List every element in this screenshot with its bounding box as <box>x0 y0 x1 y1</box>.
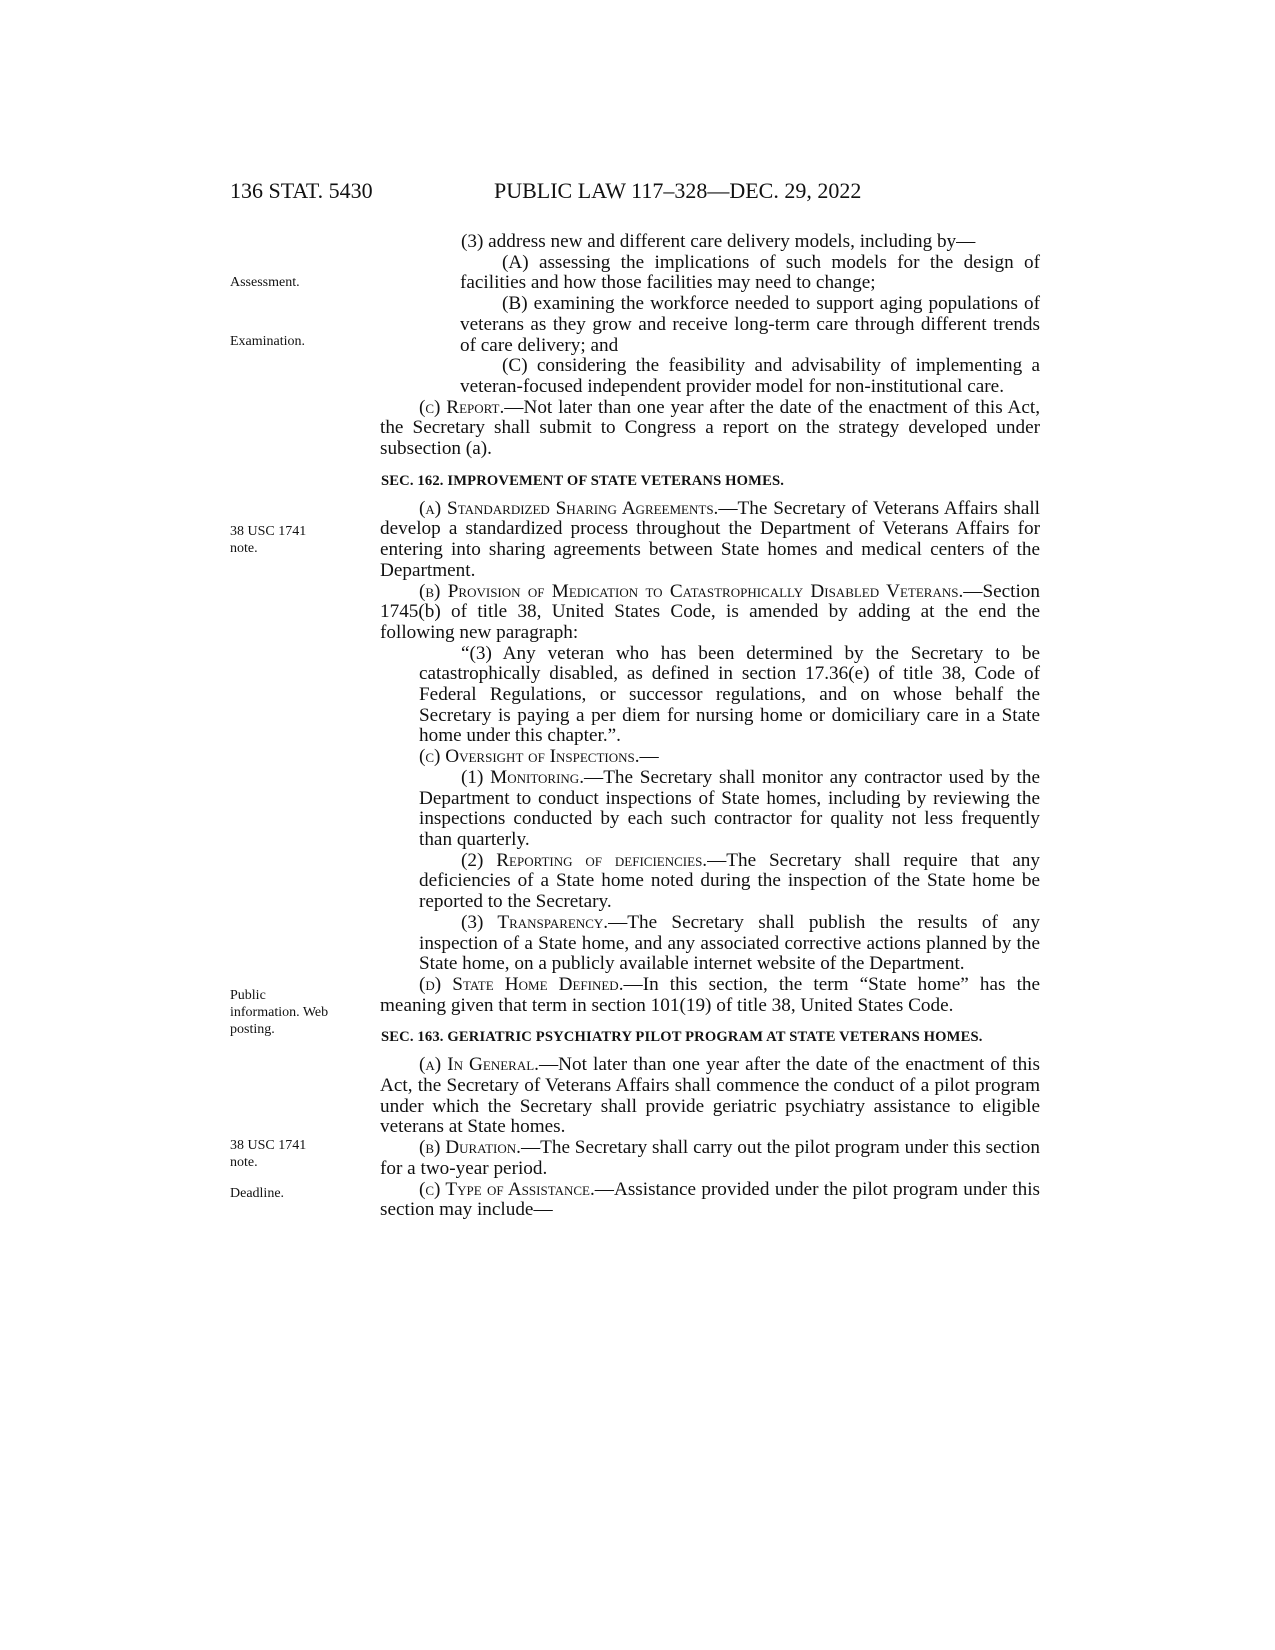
paragraph-1-monitoring <box>380 768 1040 851</box>
subsection-a-163 <box>380 1055 1040 1138</box>
margin-note-public-information: Public information. Web posting. <box>230 988 329 1037</box>
subsection-d-162 <box>380 975 1040 1016</box>
paragraph-3-transparency <box>380 913 1040 975</box>
subsection-c-163 <box>380 1180 1040 1221</box>
subsection-text: —The Secretary of Veterans Affairs shall develop a standardized process throughout the Department of Veterans Affairs for entering into sharing agreements between State homes and medical centers of the Department. <box>380 497 1040 581</box>
paragraph-text: —The Secretary shall require that any deficiencies of a State home noted during the inspection of the State home be reported to the Secretary. <box>419 849 1040 913</box>
subsection-c-162 <box>380 747 1040 768</box>
subsection-text: —Not later than one year after the date of the enactment of this Act, the Secretary shall submit to Congress a report on the strategy developed under subsection (a). <box>380 396 1040 460</box>
paragraph-heading: (1) Monitoring. <box>461 766 584 788</box>
quoted-paragraph-3: “(3) Any veteran who has been determined by the Secretary to be catastrophically disabled, as defined in section 17.36(e) of title 38, Code of Federal Regulations, or successor regulations, and on whose behalf the Secretary is paying a per diem for nursing home or domiciliary care in a State home under this chapter.”. <box>419 642 1040 747</box>
subsection-text: —Section 1745(b) of title 38, United States Code, is amended by adding at the end the following new paragraph: <box>380 580 1040 643</box>
paragraph-3: (3) address new and different care delivery models, including by— <box>461 231 976 252</box>
subsection-heading: (c) Oversight of Inspections. <box>419 746 640 768</box>
subsection-text: —Assistance provided under the pilot program under this section may include— <box>380 1178 1040 1221</box>
section-162-title: SEC. 162. IMPROVEMENT OF STATE VETERANS HOMES. <box>381 472 785 489</box>
paragraph-2-reporting <box>380 851 1040 913</box>
subsection-heading: (c) Report. <box>419 396 505 418</box>
subsection-heading: (b) Provision of Medication to Catastrophically Disabled Veterans. <box>419 580 964 602</box>
subsection-heading: (b) Duration. <box>419 1137 521 1159</box>
margin-note-usc-163: 38 USC 1741 note. <box>230 1138 307 1170</box>
paragraph-text: —The Secretary shall monitor any contractor used by the Department to conduct inspections of State homes, including by reviewing the inspections conducted by each such contractor for quality not less frequently than quarterly. <box>419 766 1040 850</box>
subsection-dash: — <box>639 746 659 768</box>
paragraph-text: —The Secretary shall publish the results of any inspection of a State home, and any associated corrective actions planned by the State home, on a publicly available internet website of the Department. <box>419 911 1040 975</box>
statute-text-column <box>380 232 1040 1221</box>
page-stat-citation: 136 STAT. 5430 <box>230 178 373 203</box>
margin-note-examination: Examination. <box>230 334 306 349</box>
subparagraph-a: (A) assessing the implications of such models for the design of facilities and how those facilities may need to change; <box>460 251 1040 294</box>
subsection-a-162 <box>380 499 1040 582</box>
subparagraph-b: (B) examining the workforce needed to support aging populations of veterans as they grow and receive long-term care through different trends of care delivery; and <box>460 293 1040 356</box>
subsection-heading: (a) In General. <box>419 1054 539 1076</box>
subsection-text: —In this section, the term “State home” has the meaning given that term in section 101(19) of title 38, United States Code. <box>380 973 1041 1016</box>
section-163-title: SEC. 163. GERIATRIC PSYCHIATRY PILOT PROGRAM AT STATE VETERANS HOMES. <box>381 1029 983 1046</box>
paragraph-heading: (2) Reporting of deficiencies. <box>461 849 708 871</box>
paragraph-heading: (3) Transparency. <box>461 911 609 933</box>
subsection-text: —The Secretary shall carry out the pilot program under this section for a two-year period. <box>380 1137 1040 1179</box>
margin-note-usc-162: 38 USC 1741 note. <box>230 524 307 556</box>
subsection-c-report <box>380 398 1040 460</box>
subsection-heading: (d) State Home Defined. <box>419 973 624 995</box>
running-header-title: PUBLIC LAW 117–328—DEC. 29, 2022 <box>494 178 862 203</box>
subsection-b-162 <box>380 582 1040 644</box>
margin-note-deadline: Deadline. <box>230 1186 285 1201</box>
subsection-heading: (c) Type of Assistance. <box>419 1178 595 1200</box>
subsection-heading: (a) Standardized Sharing Agreements. <box>419 497 719 519</box>
subsection-b-163 <box>380 1138 1040 1179</box>
margin-note-assessment: Assessment. <box>230 275 300 290</box>
subparagraph-c: (C) considering the feasibility and advisability of implementing a veteran-focused independent provider model for non-institutional care. <box>460 355 1040 397</box>
subsection-text: —Not later than one year after the date of the enactment of this Act, the Secretary of Veterans Affairs shall commence the conduct of a pilot program under which the Secretary shall provide geriatric psychiatry assistance to eligible veterans at State homes. <box>380 1054 1040 1138</box>
